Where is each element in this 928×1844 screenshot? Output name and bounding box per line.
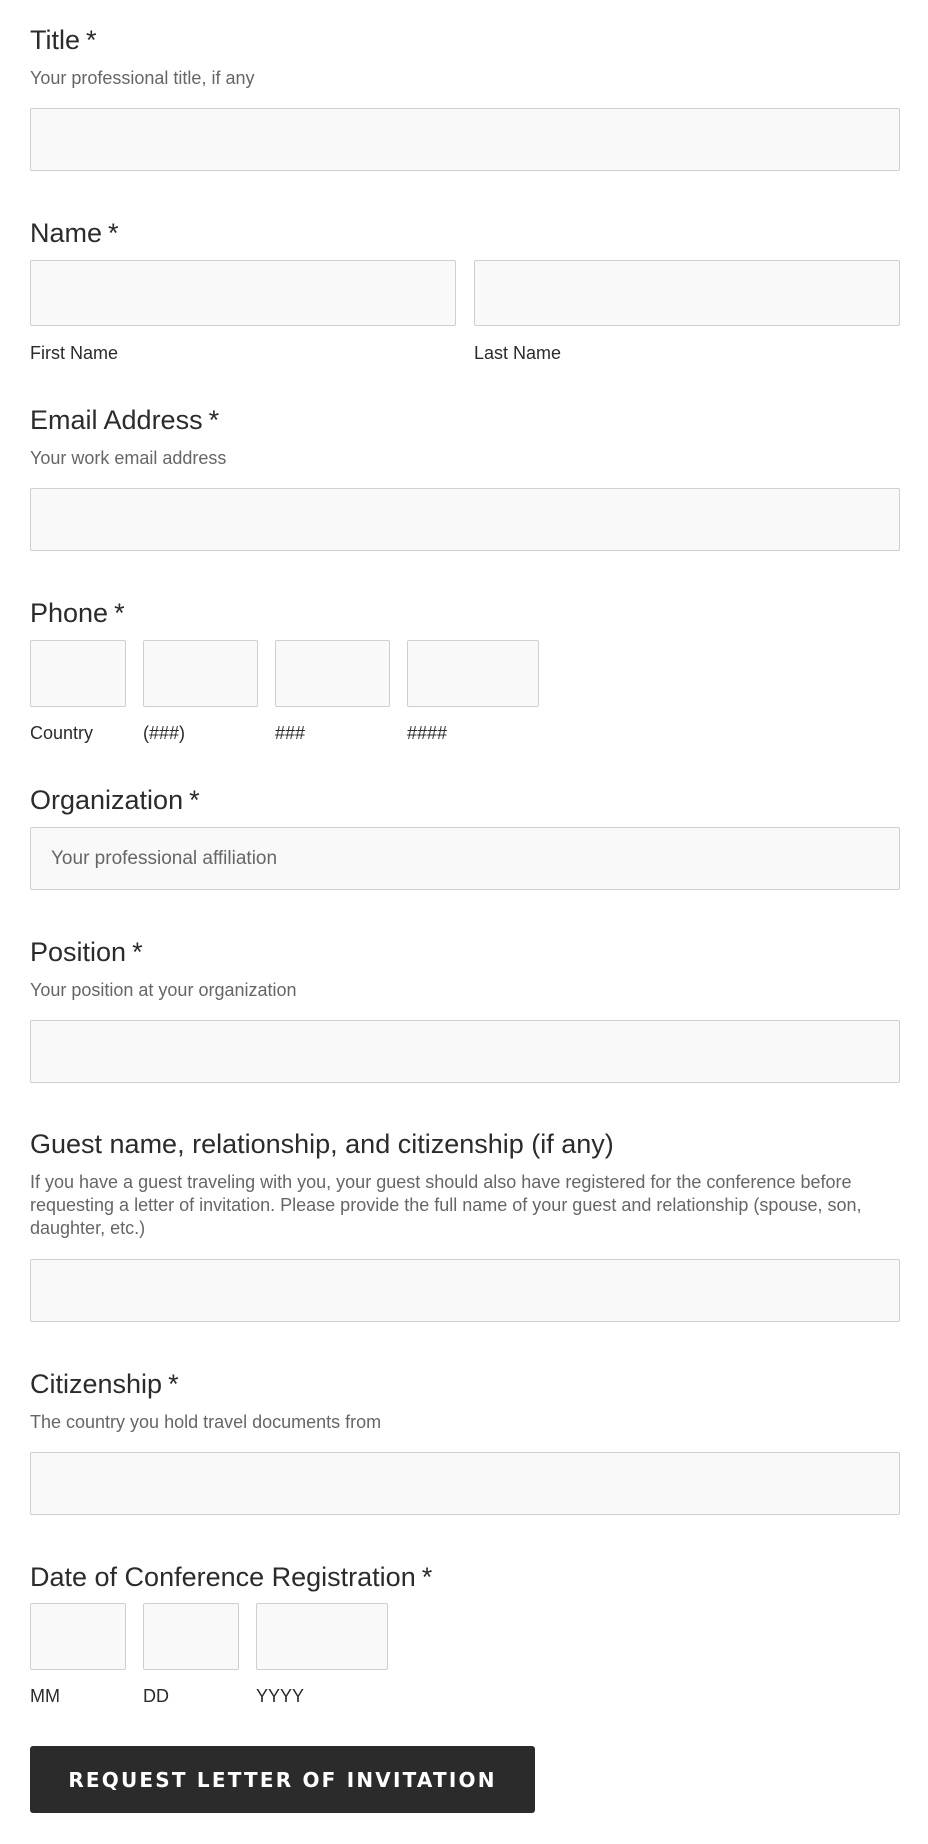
title-label: [30, 24, 97, 56]
last-name-input[interactable]: [474, 260, 900, 326]
required-asterisk: *: [168, 1369, 179, 1399]
required-asterisk: *: [208, 405, 220, 435]
phone-area-code-input[interactable]: [143, 640, 258, 707]
phone-line-number-sublabel: ####: [407, 723, 448, 743]
phone-area-code-sublabel: (###): [143, 723, 186, 743]
registration-month-sublabel: MM: [30, 1686, 60, 1706]
email-description: Your work email address: [30, 448, 227, 468]
required-asterisk: *: [86, 25, 97, 55]
phone-prefix-sublabel: ###: [275, 723, 306, 743]
phone-label-text: Phone: [30, 598, 109, 628]
guest-description: If you have a guest traveling with you, your guest should also have registered for the conference before requesting a letter of invitation. Please provide the full name of your guest and relationship (spouse, son, daughter, etc.): [30, 1172, 862, 1238]
email-label-text: Email Address: [30, 405, 203, 435]
phone-country-sublabel: Country: [30, 723, 94, 743]
organization-input[interactable]: [30, 827, 900, 890]
title-description: Your professional title, if any: [30, 68, 255, 88]
registration-month-input[interactable]: [30, 1603, 126, 1670]
registration-date-label-text: Date of Conference Registration: [30, 1562, 416, 1592]
registration-year-input[interactable]: [256, 1603, 388, 1670]
registration-year-sublabel: YYYY: [256, 1686, 305, 1706]
title-label-text: Title: [30, 25, 81, 55]
required-asterisk: *: [132, 937, 143, 967]
guest-label: Guest name, relationship, and citizenship (if any): [30, 1129, 614, 1159]
phone-prefix-input[interactable]: [275, 640, 390, 707]
citizenship-label: [30, 1368, 179, 1400]
name-label: [30, 217, 119, 249]
required-asterisk: *: [189, 785, 200, 815]
email-label: [30, 404, 219, 436]
registration-day-sublabel: DD: [143, 1686, 169, 1706]
first-name-sublabel: First Name: [30, 343, 119, 363]
required-asterisk: *: [108, 218, 119, 248]
citizenship-description: The country you hold travel documents from: [30, 1412, 382, 1432]
guest-input[interactable]: [30, 1259, 900, 1322]
position-label: [30, 936, 143, 968]
email-input[interactable]: [30, 488, 900, 551]
citizenship-input[interactable]: [30, 1452, 900, 1515]
request-letter-of-invitation-button[interactable]: REQUEST LETTER OF INVITATION: [30, 1746, 535, 1813]
organization-label: [30, 784, 200, 816]
position-description: Your position at your organization: [30, 980, 297, 1000]
phone-country-input[interactable]: [30, 640, 126, 707]
name-label-text: Name: [30, 218, 103, 248]
position-input[interactable]: [30, 1020, 900, 1083]
required-asterisk: *: [114, 598, 125, 628]
phone-line-number-input[interactable]: [407, 640, 539, 707]
position-label-text: Position: [30, 937, 127, 967]
organization-label-text: Organization: [30, 785, 184, 815]
last-name-sublabel: Last Name: [474, 343, 562, 363]
registration-day-input[interactable]: [143, 1603, 239, 1670]
required-asterisk: *: [421, 1562, 433, 1592]
title-input[interactable]: [30, 108, 900, 171]
phone-label: [30, 597, 125, 629]
citizenship-label-text: Citizenship: [30, 1369, 163, 1399]
registration-date-label: [30, 1561, 432, 1593]
first-name-input[interactable]: [30, 260, 456, 326]
